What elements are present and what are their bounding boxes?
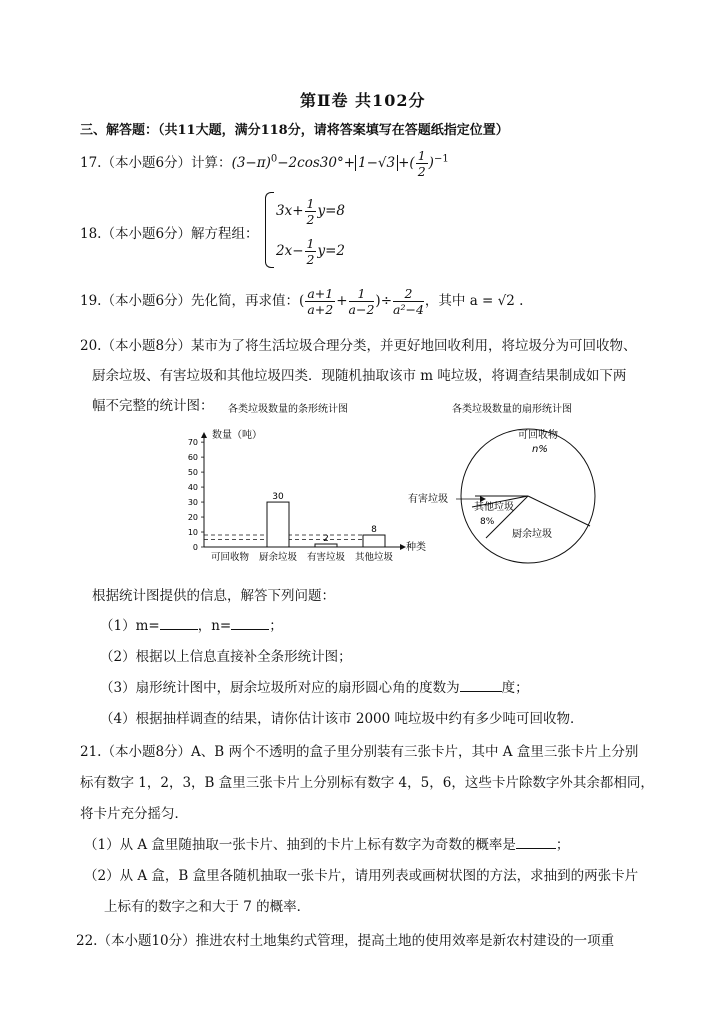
pie-label-recyclable: 可回收物: [518, 430, 558, 441]
q19-div: )÷: [375, 293, 393, 309]
q21-line2: 标有数字 1，2，3，B 盒里三张卡片上分别标有数字 4，5，6，这些卡片除数字外其余都相同，: [80, 775, 654, 791]
answer-blank-n[interactable]: [231, 617, 269, 630]
bar-chart-category-label: 厨余垃圾: [258, 552, 298, 563]
bar-chart-ytick-label: 70: [187, 438, 198, 448]
q20-sub1-a: （1）m=: [100, 618, 160, 634]
pie-label-other: 其他垃圾: [474, 502, 514, 513]
section-heading: 三、解答题：（共11大题，满分118分，请将答案填写在答题纸指定位置）: [80, 123, 509, 138]
pie-divider-4: [528, 496, 590, 526]
bar-chart-category-label: 有害垃圾: [306, 552, 346, 563]
q19-f3-num: 2: [393, 286, 424, 302]
q20-sub1: [100, 614, 283, 634]
bar-chart-data-label: 2: [323, 534, 329, 545]
q19-f2-num: 1: [349, 286, 375, 302]
q17-expr-b: −2cos30°+: [277, 155, 356, 171]
q21-line3: 将卡片充分摇匀．: [80, 806, 188, 822]
bar-chart-yticks: [188, 438, 204, 552]
q20-line1: 20.（本小题8分）某市为了将生活垃圾合理分类，并更好地回收利用，将垃圾分为可回收物、: [80, 338, 637, 354]
bar-chart-category-label: 可回收物: [210, 552, 250, 563]
q20-sub1-c: ；: [269, 618, 283, 634]
q18-eq1: [276, 196, 345, 227]
bar-chart-ytick-label: 50: [187, 468, 198, 478]
q17-abs: 1−√3: [355, 155, 398, 171]
q19-f3-den: a²−4: [393, 302, 424, 317]
q17-frac-num: 1: [417, 148, 426, 163]
q17-frac-den: 2: [417, 164, 426, 179]
bar-chart-ytick-label: 10: [187, 528, 198, 538]
answer-blank-angle[interactable]: [460, 679, 502, 692]
q21-line1: 21.（本小题8分）A、B 两个不透明的盒子里分别装有三张卡片，其中 A 盒里三张卡片上分别: [80, 744, 639, 760]
bar-chart-categories: [211, 551, 394, 563]
q19-tail: ，其中 a = √2 .: [424, 293, 524, 309]
q21-sub1-b: ；: [555, 837, 570, 853]
question-17: [80, 148, 449, 179]
pie-chart-title: 各类垃圾数量的扇形统计图: [452, 404, 572, 415]
q19-plus: +: [336, 293, 348, 309]
q18-frac2-num: 1: [306, 236, 315, 251]
answer-blank-m[interactable]: [160, 617, 198, 630]
bar-chart-category-label: 其他垃圾: [354, 552, 394, 563]
bar-chart-ytick-label: 30: [187, 498, 198, 508]
bar-chart-title: 各类垃圾数量的条形统计图: [228, 404, 348, 415]
pie-label-hazardous: 有害垃圾: [408, 494, 448, 505]
pie-value-other: 8%: [480, 517, 495, 527]
pie-chart: [400, 398, 610, 570]
q17-label: 17.（本小题6分）计算：: [80, 155, 232, 171]
bar-chart-ytick-label: 20: [187, 513, 198, 523]
q20-line2: 厨余垃圾、有害垃圾和其他垃圾四类．现随机抽取该市 m 吨垃圾，将调查结果制成如下两: [92, 368, 627, 384]
bar-chart-y-arrow: [201, 432, 207, 438]
q20-sub3-a: （3）扇形统计图中，厨余垃圾所对应的扇形圆心角的度数为: [100, 680, 460, 696]
q20-sub3: [100, 676, 529, 696]
bar-chart-xlabel: 种类: [406, 542, 426, 553]
bar-chart-bar: [363, 535, 385, 547]
q20-prompt: 根据统计图提供的信息，解答下列问题：: [92, 588, 335, 604]
page-title: 第Ⅱ卷 共102分: [300, 91, 426, 110]
q21-sub1: [84, 833, 569, 853]
q18-frac1-den: 2: [306, 212, 315, 227]
bar-chart-ytick-label: 40: [187, 483, 198, 493]
q18-eq1-a: 3x+: [276, 203, 304, 219]
q18-eq1-b: y=8: [317, 203, 345, 219]
q17-close: ): [428, 155, 434, 171]
q17-plus: +(: [398, 155, 415, 171]
q22-line1: 22.（本小题10分）推进农村土地集约式管理，提高土地的使用效率是新农村建设的一项重: [76, 933, 615, 949]
q18-frac2-den: 2: [306, 252, 315, 267]
bar-chart-bar: [267, 502, 289, 547]
bar-chart-data-label: 8: [371, 525, 377, 536]
q21-sub2: （2）从 A 盒，B 盒里各随机抽取一张卡片，请用列表或画树状图的方法，求抽到的两张卡片: [84, 868, 639, 884]
q20-sub2: （2）根据以上信息直接补全条形统计图；: [100, 649, 352, 665]
q20-sub4: （4）根据抽样调查的结果，请你估计该市 2000 吨垃圾中约有多少吨可回收物．: [100, 711, 584, 727]
q18-brace: [265, 192, 274, 268]
q20-sub3-b: 度；: [501, 680, 529, 696]
bar-chart-dashed-lines: [204, 535, 380, 539]
q19-f1-num: a+1: [307, 286, 334, 301]
answer-blank-probability[interactable]: [516, 836, 556, 849]
bar-chart-bars: [267, 492, 385, 547]
bar-chart-ytick-label: 60: [187, 453, 198, 463]
q21-sub2b: 上标有的数字之和大于 7 的概率．: [104, 899, 311, 915]
q18-eq2-a: 2x−: [276, 243, 304, 259]
question-19: [80, 286, 523, 317]
q17-expr-a: (3−π): [231, 155, 271, 171]
pie-label-kitchen: 厨余垃圾: [512, 529, 552, 540]
q19-f1-den: a+2: [307, 302, 334, 317]
bar-chart-ylabel: 数量（吨）: [212, 430, 262, 441]
q20-sub1-b: ，n=: [197, 618, 232, 634]
bar-chart-ytick-label: 0: [192, 543, 198, 552]
q17-frac: [416, 148, 428, 179]
q18-eq2: [276, 236, 345, 267]
q20-line3: 幅不完整的统计图：: [92, 398, 214, 414]
q18-frac1-num: 1: [306, 196, 315, 211]
q19-label: 19.（本小题6分）先化简，再求值：(: [80, 293, 305, 309]
q18-eq2-b: y=2: [317, 243, 345, 259]
q21-sub1-a: （1）从 A 盒里随抽取一张卡片、抽到的卡片上标有数字为奇数的概率是: [84, 837, 516, 853]
q17-exp0: 0: [270, 153, 278, 165]
q19-f2-den: a−2: [348, 302, 375, 317]
q17-exp-neg1: −1: [433, 153, 449, 165]
question-18-label: 18.（本小题6分）解方程组：: [80, 226, 259, 242]
pie-value-recyclable: n%: [532, 444, 548, 455]
bar-chart-data-label: 30: [272, 492, 284, 503]
bar-chart-bar: [315, 544, 337, 547]
